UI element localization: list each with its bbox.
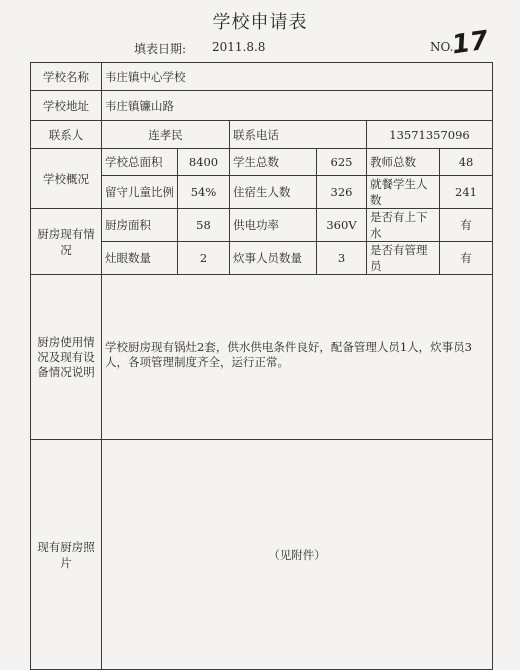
kitchen-status-cell: 是否有上下水 xyxy=(367,209,440,242)
kitchen-status-cell: 有 xyxy=(440,209,493,242)
kitchen-status-cell: 炊事人员数量 xyxy=(230,242,317,275)
school-name-label: 学校名称 xyxy=(31,63,102,91)
kitchen-status-cell: 2 xyxy=(178,242,230,275)
kitchen-status-cell: 58 xyxy=(178,209,230,242)
overview-cell: 学生总数 xyxy=(230,149,317,176)
contact-row xyxy=(31,121,493,149)
school-address-label: 学校地址 xyxy=(31,91,102,121)
form-number-label: NO. xyxy=(430,40,454,54)
contact-phone-label: 联系电话 xyxy=(230,121,367,149)
kitchen-usage-label: 厨房使用情况及现有设备情况说明 xyxy=(31,275,102,440)
application-form-table xyxy=(30,62,493,670)
overview-cell: 8400 xyxy=(178,149,230,176)
kitchen-status-cell: 是否有管理员 xyxy=(367,242,440,275)
fill-date-value: 2011.8.8 xyxy=(212,40,266,54)
school-name-row xyxy=(31,63,493,91)
kitchen-status-label: 厨房现有情况 xyxy=(31,209,102,275)
kitchen-status-row-1 xyxy=(31,209,493,242)
form-title: 学校申请表 xyxy=(212,12,308,33)
overview-cell: 留守儿童比例 xyxy=(102,176,178,209)
contact-phone-value: 13571357096 xyxy=(367,121,493,149)
kitchen-status-cell: 供电功率 xyxy=(230,209,317,242)
overview-cell: 学校总面积 xyxy=(102,149,178,176)
school-name-value: 韦庄镇中心学校 xyxy=(102,63,493,91)
kitchen-usage-cell xyxy=(102,275,493,440)
kitchen-status-cell: 3 xyxy=(317,242,367,275)
kitchen-status-cell: 360V xyxy=(317,209,367,242)
kitchen-status-cell: 有 xyxy=(440,242,493,275)
overview-cell: 就餐学生人数 xyxy=(367,176,440,209)
fill-date-label: 填表日期: xyxy=(134,42,187,56)
contact-label: 联系人 xyxy=(31,121,102,149)
kitchen-photos-placeholder: （见附件） xyxy=(102,440,493,670)
overview-cell: 241 xyxy=(440,176,493,209)
overview-cell: 48 xyxy=(440,149,493,176)
overview-label: 学校概况 xyxy=(31,149,102,209)
kitchen-status-cell: 厨房面积 xyxy=(102,209,178,242)
overview-cell: 54% xyxy=(178,176,230,209)
overview-row-1 xyxy=(31,149,493,176)
school-address-row xyxy=(31,91,493,121)
kitchen-photos-row xyxy=(31,440,493,670)
school-address-value: 韦庄镇镰山路 xyxy=(102,91,493,121)
overview-cell: 625 xyxy=(317,149,367,176)
overview-cell: 住宿生人数 xyxy=(230,176,317,209)
overview-cell: 326 xyxy=(317,176,367,209)
contact-value: 连孝民 xyxy=(102,121,230,149)
kitchen-usage-text: 学校厨房现有锅灶2套，供水供电条件良好，配备管理人员1人，炊事员3人，各项管理制度齐全，运行正常。 xyxy=(105,340,472,369)
kitchen-photos-label: 现有厨房照片 xyxy=(31,440,102,670)
overview-cell: 教师总数 xyxy=(367,149,440,176)
form-number-handwritten: 17 xyxy=(450,25,491,61)
kitchen-usage-row xyxy=(31,275,493,440)
kitchen-status-cell: 灶眼数量 xyxy=(102,242,178,275)
